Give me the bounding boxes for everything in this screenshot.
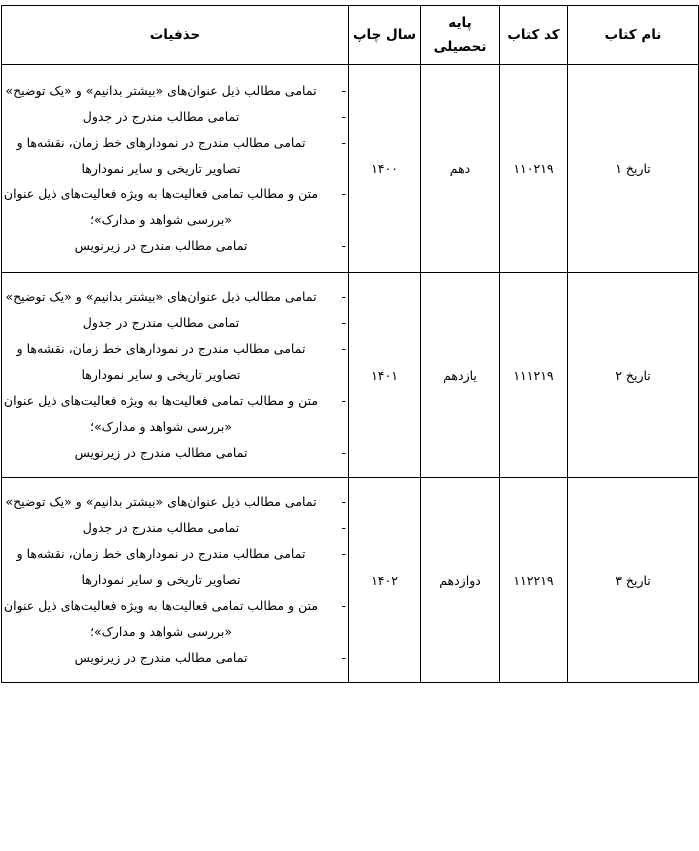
dash-bullet-icon: - [341, 289, 346, 305]
book-name-cell: تاریخ ۳ [568, 478, 699, 683]
deletion-text: تمامی مطالب مندرج در نمودارهای خط زمان، نقشه‌ها و تصاویر تاریخی و سایر نمودارها [16, 546, 306, 588]
deletion-text: تمامی مطالب ذیل عنوان‌های «بیشتر بدانیم» و «یک توضیح» [5, 82, 317, 98]
list-item [2, 130, 348, 182]
deletion-text: تمامی مطالب مندرج در زیرنویس [74, 649, 248, 665]
book-name-cell: تاریخ ۱ [568, 65, 699, 273]
list-item [2, 233, 348, 259]
list-item [2, 645, 348, 671]
list-item [2, 284, 348, 310]
dash-bullet-icon: - [341, 597, 346, 613]
table-row [2, 273, 699, 478]
dash-bullet-icon: - [341, 186, 346, 202]
deletions-table [1, 5, 699, 683]
header-book-code: کد کتاب [500, 6, 568, 65]
dash-bullet-icon: - [341, 108, 346, 124]
header-row [2, 6, 699, 65]
list-item [2, 515, 348, 541]
deletion-text: تمامی مطالب مندرج در نمودارهای خط زمان، نقشه‌ها و تصاویر تاریخی و سایر نمودارها [16, 341, 306, 383]
list-item [2, 489, 348, 515]
deletion-text: تمامی مطالب ذیل عنوان‌های «بیشتر بدانیم» و «یک توضیح» [5, 494, 317, 510]
deletion-text: تمامی مطالب مندرج در جدول [82, 108, 240, 124]
dash-bullet-icon: - [341, 494, 346, 510]
deletion-text: تمامی مطالب مندرج در زیرنویس [74, 238, 248, 254]
book-code-cell: ۱۱۱۲۱۹ [500, 273, 568, 478]
print-year-cell: ۱۴۰۲ [349, 478, 421, 683]
list-item [2, 388, 348, 440]
deletion-text: تمامی مطالب مندرج در جدول [82, 315, 240, 331]
deletion-text: متن و مطالب تمامی فعالیت‌ها به ویژه فعالیت‌های ذیل عنوان «بررسی شواهد و مدارک»؛ [3, 597, 319, 639]
dash-bullet-icon: - [341, 444, 346, 460]
deletions-cell [2, 65, 349, 273]
deletion-text: متن و مطالب تمامی فعالیت‌ها به ویژه فعالیت‌های ذیل عنوان «بررسی شواهد و مدارک»؛ [3, 392, 319, 434]
deletions-list [2, 489, 348, 670]
list-item [2, 104, 348, 130]
deletions-list [2, 78, 348, 259]
table-row [2, 478, 699, 683]
header-deletions: حذفیات [2, 6, 349, 65]
deletion-text: متن و مطالب تمامی فعالیت‌ها به ویژه فعالیت‌های ذیل عنوان «بررسی شواهد و مدارک»؛ [3, 186, 319, 228]
dash-bullet-icon: - [341, 315, 346, 331]
header-grade-level: پایه تحصیلی [421, 6, 500, 65]
table-row [2, 65, 699, 273]
list-item [2, 181, 348, 233]
book-code-cell: ۱۱۰۲۱۹ [500, 65, 568, 273]
deletions-cell [2, 273, 349, 478]
dash-bullet-icon: - [341, 134, 346, 150]
deletion-text: تمامی مطالب مندرج در زیرنویس [74, 444, 248, 460]
header-book-name: نام کتاب [568, 6, 699, 65]
list-item [2, 541, 348, 593]
book-name-cell: تاریخ ۲ [568, 273, 699, 478]
dash-bullet-icon: - [341, 238, 346, 254]
deletion-text: تمامی مطالب مندرج در نمودارهای خط زمان، نقشه‌ها و تصاویر تاریخی و سایر نمودارها [16, 134, 306, 176]
print-year-cell: ۱۴۰۰ [349, 65, 421, 273]
book-code-cell: ۱۱۲۲۱۹ [500, 478, 568, 683]
grade-level-cell: یازدهم [421, 273, 500, 478]
list-item [2, 440, 348, 466]
list-item [2, 78, 348, 104]
list-item [2, 593, 348, 645]
dash-bullet-icon: - [341, 392, 346, 408]
deletions-list [2, 284, 348, 465]
list-item [2, 336, 348, 388]
grade-level-cell: دوازدهم [421, 478, 500, 683]
deletion-text: تمامی مطالب ذیل عنوان‌های «بیشتر بدانیم» و «یک توضیح» [5, 289, 317, 305]
dash-bullet-icon: - [341, 649, 346, 665]
dash-bullet-icon: - [341, 82, 346, 98]
dash-bullet-icon: - [341, 520, 346, 536]
list-item [2, 310, 348, 336]
dash-bullet-icon: - [341, 341, 346, 357]
deletion-text: تمامی مطالب مندرج در جدول [82, 520, 240, 536]
print-year-cell: ۱۴۰۱ [349, 273, 421, 478]
grade-level-cell: دهم [421, 65, 500, 273]
dash-bullet-icon: - [341, 546, 346, 562]
header-print-year: سال چاپ [349, 6, 421, 65]
deletions-cell [2, 478, 349, 683]
